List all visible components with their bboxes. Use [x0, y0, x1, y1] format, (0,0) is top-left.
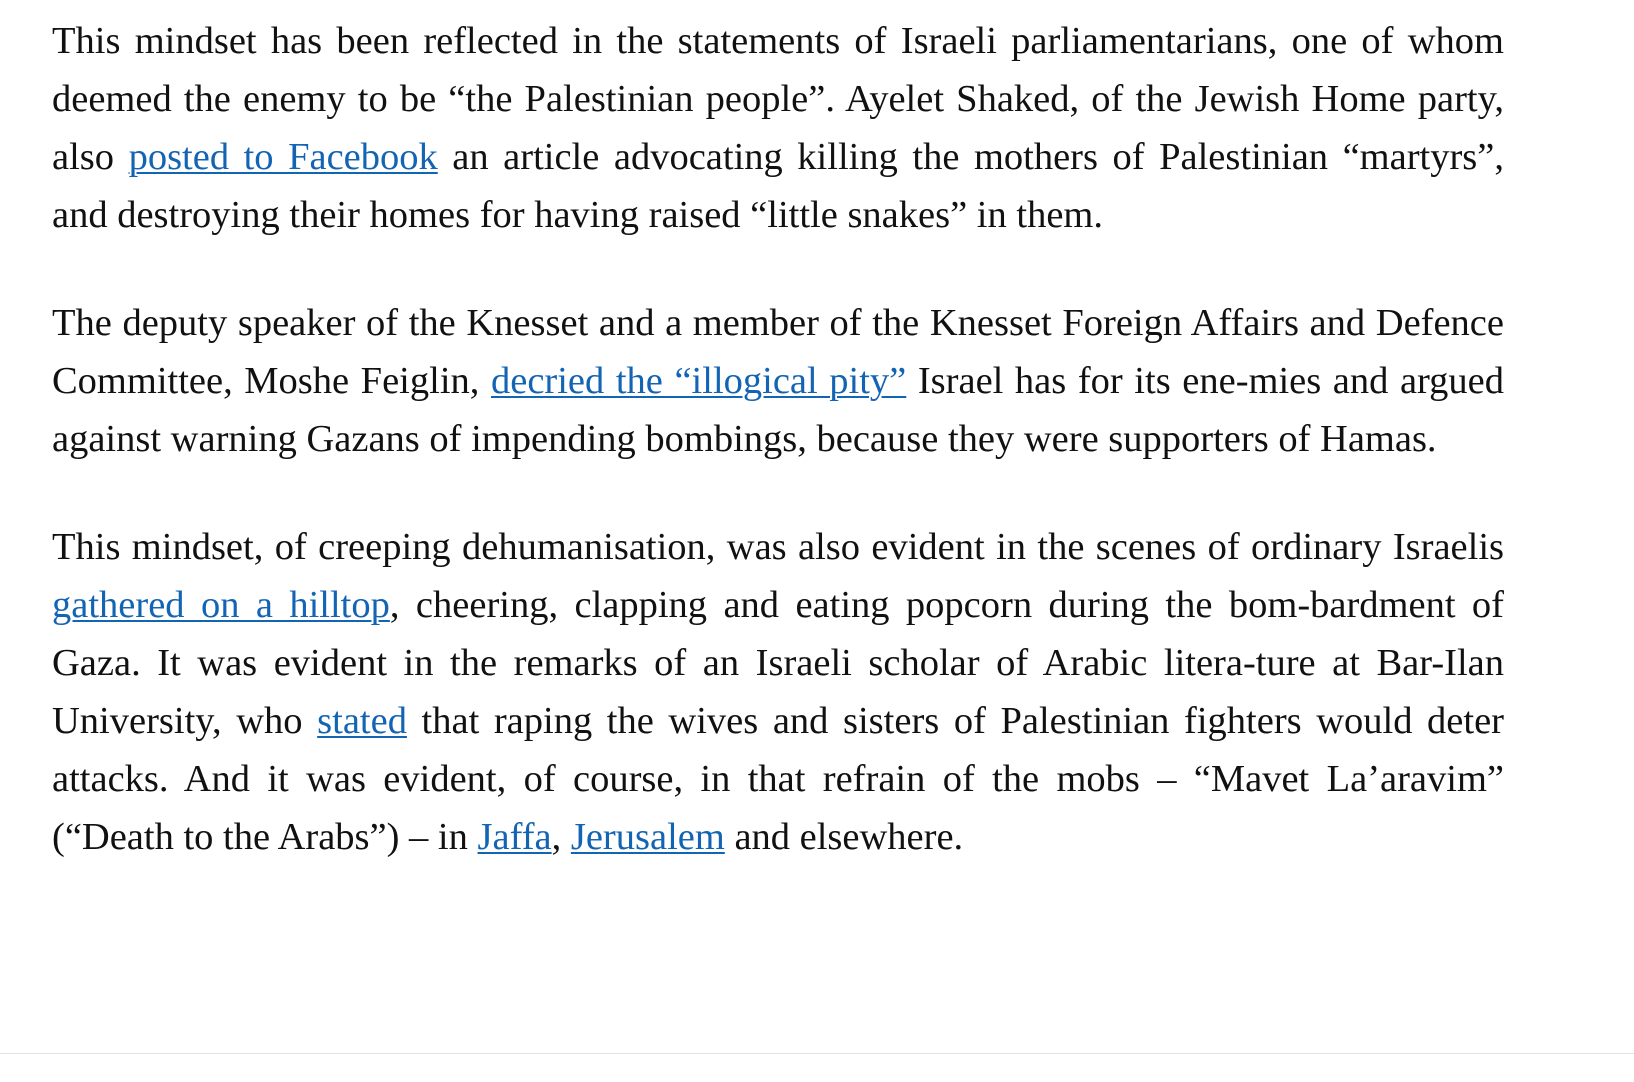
paragraph-1 [52, 12, 1504, 244]
paragraph-3 [52, 518, 1504, 866]
paragraph-3-text-5: and elsewhere. [724, 816, 964, 858]
paragraph-2-text-2: Israel has for its ene-mies and argued against warning Gazans of impending bombings, because they were supporters of Hamas. [52, 360, 1505, 460]
link-posted-to-facebook[interactable]: posted to Facebook [128, 136, 438, 178]
link-jaffa[interactable]: Jaffa [477, 816, 552, 858]
paragraph-3-text-4: , [551, 816, 571, 858]
paragraph-2-text-1: The deputy speaker of the Knesset and a member of the Knesset Foreign Affairs and Defence Committee, Moshe Feiglin, [52, 302, 1504, 402]
paragraph-1-text-2: an article advocating killing the mothers of Palestinian “martyrs”, and destroying their homes for having raised “little snakes” in them. [52, 136, 1504, 236]
link-stated[interactable]: stated [317, 700, 407, 742]
paragraph-3-text-3: that raping the wives and sisters of Palestinian fighters would deter attacks. And it was evident, of course, in that refrain of the mobs – “Mavet La’aravim” (“Death to the Arabs”) – in [52, 700, 1504, 858]
link-gathered-on-a-hilltop[interactable]: gathered on a hilltop [52, 584, 390, 626]
paragraph-3-text-2: , cheering, clapping and eating popcorn during the bom-bardment of Gaza. It was evident in the remarks of an Israeli scholar of Arabic litera-ture at Bar-Ilan University, who [52, 584, 1505, 742]
paragraph-3-text-1: This mindset, of creeping dehumanisation, was also evident in the scenes of ordinary Israelis [52, 526, 1504, 568]
link-decried-the-illogical-pity[interactable]: decried the “illogical pity” [490, 360, 907, 402]
page-bottom-divider [0, 1053, 1634, 1054]
paragraph-1-text-1: This mindset has been reflected in the statements of Israeli parliamentarians, one of whom deemed the enemy to be “the Palestinian people”. Ayelet Shaked, of the Jewish Home party, also [52, 20, 1504, 178]
link-jerusalem[interactable]: Jerusalem [570, 816, 725, 858]
paragraph-2 [52, 294, 1504, 468]
